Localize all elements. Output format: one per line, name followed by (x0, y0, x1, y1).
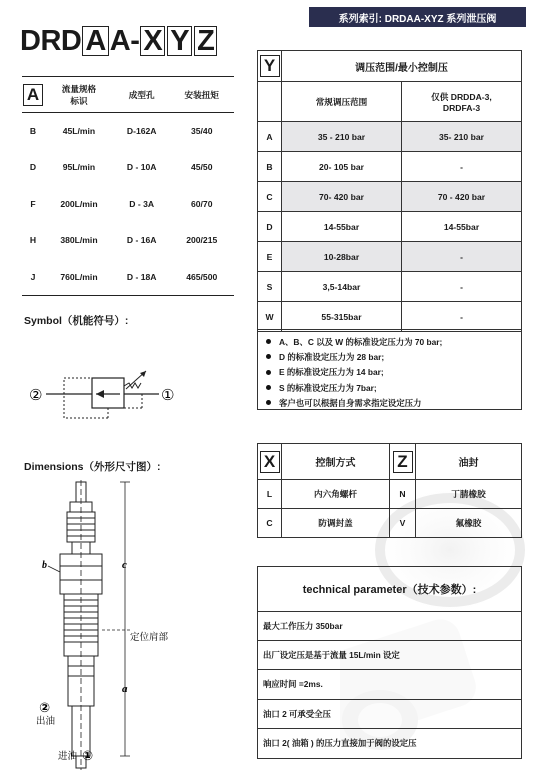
control-seal-table (257, 443, 522, 538)
flow-header-line1: 流量规格 (61, 83, 97, 94)
pressure-range-table (257, 50, 522, 332)
seal-letter: Z (393, 451, 413, 473)
row-code: C (258, 182, 282, 212)
row-range: 55-315bar (282, 302, 402, 332)
row-range: 10-28bar (282, 242, 402, 272)
list-item (266, 334, 521, 349)
list-item (266, 380, 521, 395)
row-torque: 60/70 (190, 198, 213, 209)
technical-parameters (257, 566, 522, 759)
row-range: 70- 420 bar (282, 182, 402, 212)
bullet-icon (266, 400, 271, 405)
row-code: B (29, 126, 37, 136)
row-zcode: N (390, 480, 416, 509)
seal-letter-cell (390, 444, 416, 480)
cavity-header: 成型孔 (114, 77, 170, 113)
flow-table-letter-cell (22, 77, 44, 113)
row-code: A (258, 122, 282, 152)
model-box-y: Y (167, 26, 192, 56)
row-code: F (30, 198, 36, 209)
table-row (22, 186, 234, 223)
list-item (266, 395, 521, 410)
model-box-a: A (82, 26, 108, 56)
dim-shoulder: 定位肩部 (130, 632, 169, 643)
bullet-icon (266, 354, 271, 359)
note-text: A、B、C 以及 W 的标准设定压力为 70 bar; (279, 336, 443, 347)
model-prefix: DRD (20, 24, 82, 57)
note-text: D 的标准设定压力为 28 bar; (279, 351, 385, 362)
dim-in-port: ① (82, 749, 94, 764)
row-special: - (402, 242, 522, 272)
list-item: 油口 2 可承受全压 (258, 700, 521, 729)
row-special: - (402, 272, 522, 302)
symbol-label: Symbol（机能符号）: (24, 315, 129, 327)
control-letter: X (260, 451, 280, 473)
row-flow: 95L/min (62, 162, 96, 173)
flow-header (44, 77, 114, 113)
row-flow: 760L/min (44, 259, 114, 296)
table-row (22, 113, 234, 150)
note-text: S 的标准设定压力为 7bar; (279, 382, 377, 393)
row-range: 35 - 210 bar (282, 122, 402, 152)
row-flow: 380L/min (60, 235, 98, 246)
list-item (266, 365, 521, 380)
table-row (258, 182, 522, 212)
row-torque: 45/50 (190, 162, 213, 173)
table-row (22, 149, 234, 186)
table-row (22, 222, 234, 259)
table-row (258, 302, 522, 332)
pressure-corner (258, 82, 282, 122)
row-code: B (258, 152, 282, 182)
list-item (266, 349, 521, 364)
row-special: - (402, 152, 522, 182)
row-code: D (29, 162, 37, 173)
dim-a: a (122, 683, 128, 695)
flow-spec-table (22, 76, 234, 296)
note-text: 客户也可以根据自身需求指定设定压力 (279, 397, 422, 408)
row-flow: 200L/min (60, 198, 98, 209)
cartridge-dimension-drawing (30, 480, 170, 770)
dim-out-port: ② (39, 701, 51, 716)
dim-out-label: 出油 (36, 716, 56, 727)
model-box-z: Z (194, 26, 217, 56)
flow-header-line2: 标识 (70, 95, 88, 106)
symbol-port-2: ② (29, 386, 43, 404)
list-item: 最大工作压力 350bar (258, 612, 521, 641)
row-special: - (402, 302, 522, 332)
row-xval: 内六角螺杆 (282, 480, 390, 509)
row-cavity: D - 10A (126, 162, 157, 173)
row-code: D (258, 212, 282, 242)
pressure-col2-line1: 仅供 DRDDA-3, (431, 91, 492, 102)
pressure-col2-line2: DRDFA-3 (442, 102, 481, 113)
bullet-icon (266, 339, 271, 344)
pressure-col1: 常规调压范围 (282, 82, 402, 122)
pressure-col2 (402, 82, 522, 122)
dimensions-label: Dimensions（外形尺寸图）: (24, 461, 161, 473)
list-item: 油口 2( 油箱 ) 的压力直接加于阀的设定压 (258, 729, 521, 758)
row-torque: 35/40 (190, 126, 213, 136)
table-row (22, 259, 234, 296)
control-letter-cell (258, 444, 282, 480)
row-code: S (258, 272, 282, 302)
table-row (258, 212, 522, 242)
symbol-port-1: ① (161, 386, 175, 404)
model-mid: A- (109, 24, 140, 57)
model-box-x: X (140, 26, 165, 56)
table-row (258, 122, 522, 152)
list-item: 响应时间 =2ms. (258, 670, 521, 699)
bullet-icon (266, 370, 271, 375)
model-code (20, 24, 218, 58)
table-row (258, 242, 522, 272)
list-item: 出厂设定压是基于流量 15L/min 设定 (258, 641, 521, 670)
row-code: H (29, 235, 37, 246)
pressure-letter: Y (260, 55, 280, 77)
dim-c: c (122, 559, 127, 571)
control-title: 控制方式 (282, 444, 390, 480)
row-torque: 200/215 (186, 235, 218, 246)
row-zcode: V (390, 509, 416, 538)
row-cavity: D - 3A (129, 198, 155, 209)
row-flow: 45L/min (62, 126, 96, 136)
row-special: 70 - 420 bar (402, 182, 522, 212)
tech-title: technical parameter（技术参数）: (258, 567, 521, 612)
row-zval: 氟橡胶 (416, 509, 522, 538)
relief-valve-symbol (24, 356, 194, 432)
row-torque: 465/500 (169, 259, 234, 296)
row-range: 3,5-14bar (282, 272, 402, 302)
row-zval: 丁腈橡胶 (416, 480, 522, 509)
row-special: 35- 210 bar (402, 122, 522, 152)
table-row (258, 480, 522, 509)
seal-title: 油封 (416, 444, 522, 480)
row-cavity: D - 16A (126, 235, 157, 246)
row-code: E (258, 242, 282, 272)
row-code: W (258, 302, 282, 332)
pressure-notes (257, 329, 522, 410)
dim-b: b (42, 560, 47, 571)
row-range: 20- 105 bar (282, 152, 402, 182)
row-range: 14-55bar (282, 212, 402, 242)
row-xcode: C (258, 509, 282, 538)
row-cavity: D-162A (126, 126, 157, 136)
pressure-title: 调压范围/最小控制压 (282, 51, 522, 82)
row-xval: 防调封盖 (282, 509, 390, 538)
series-banner: 系列索引: DRDAA-XYZ 系列泄压阀 (309, 7, 526, 27)
row-cavity: D - 18A (114, 259, 170, 296)
table-row (258, 509, 522, 538)
table-row (258, 152, 522, 182)
row-code: J (22, 259, 44, 296)
torque-header: 安装扭矩 (169, 77, 234, 113)
pressure-letter-cell (258, 51, 282, 82)
bullet-icon (266, 385, 271, 390)
note-text: E 的标准设定压力为 14 bar; (279, 367, 384, 378)
flow-table-letter: A (23, 84, 43, 106)
row-special: 14-55bar (402, 212, 522, 242)
dim-in-label: 进油 (58, 751, 78, 762)
table-row (258, 272, 522, 302)
row-xcode: L (258, 480, 282, 509)
